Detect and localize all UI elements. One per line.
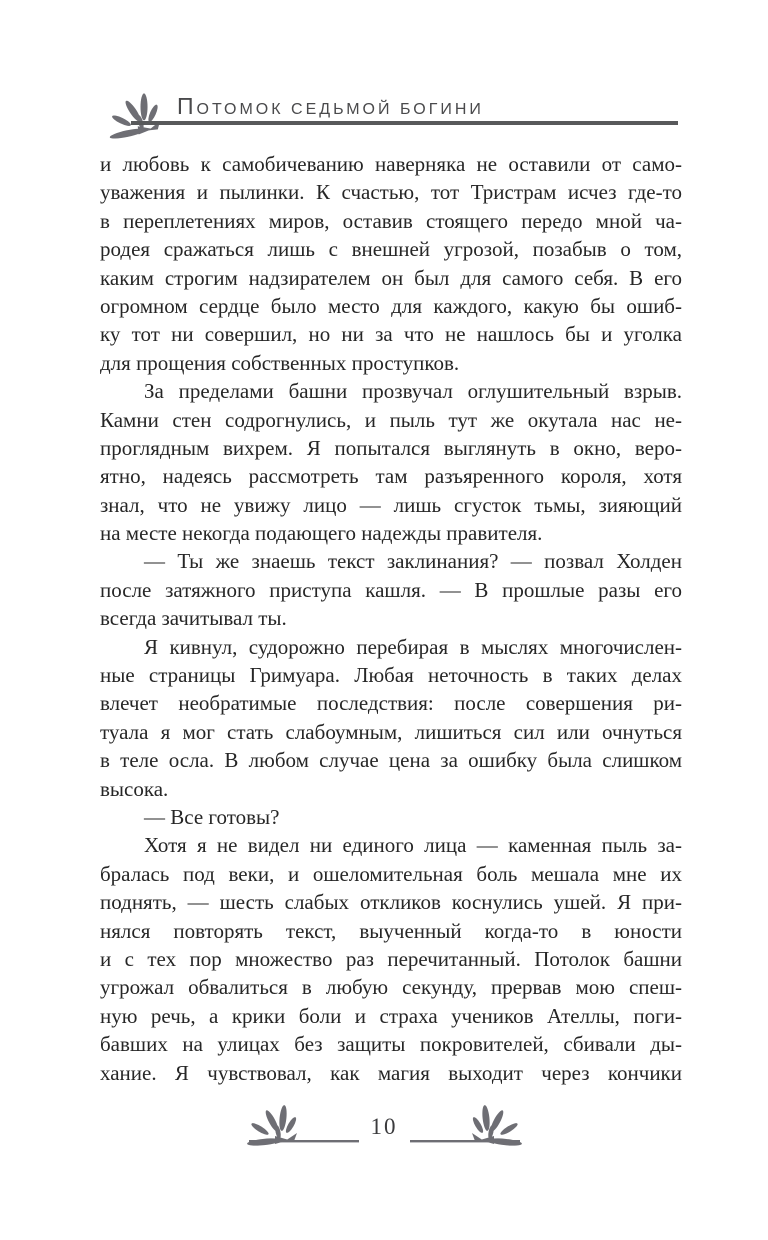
text-line: ную речь, а крики боли и страха учеников Ателлы, поги- (100, 1003, 682, 1028)
text-line: ные страницы Гримуара. Любая неточность в таких делах (100, 663, 682, 688)
text-line: родея сражаться лишь с внешней угрозой, позабыв о том, (100, 237, 682, 262)
text-line: и любовь к самобичеванию наверняка не оставили от само- (100, 152, 682, 176)
text-line: хание. Я чувствовал, как магия выходит через кончики (100, 1060, 682, 1085)
text-line: Я кивнул, судорожно перебирая в мыслях многочислен- (144, 634, 682, 659)
text-line: туала я мог стать слабоумным, лишиться сил или очнуться (100, 719, 682, 744)
text-line: ку тот ни совершил, но ни за что не нашлось бы и уголка (100, 322, 682, 347)
text-line: Камни стен содрогнулись, и пыль тут же окутала нас не- (100, 407, 682, 432)
text-line: За пределами башни прозвучал оглушительный взрыв. (144, 379, 682, 404)
text-line: проглядным вихрем. Я попытался выглянуть в окно, веро- (100, 435, 682, 460)
page-header (0, 0, 768, 150)
text-line: — Ты же знаешь текст заклинания? — позвал Холден (144, 549, 682, 574)
text-line: — Все готовы? (144, 804, 280, 829)
text-line: после затяжного приступа кашля. — В прошлые разы его (100, 577, 682, 602)
text-line: нялся повторять текст, выученный когда-то в юности (100, 918, 682, 943)
text-line: на месте некогда подающего надежды правителя. (100, 521, 543, 546)
text-line: влечет необратимые последствия: после совершения ри- (100, 691, 682, 716)
text-line: каким строгим надзирателем он был для самого себя. В его (100, 265, 682, 290)
text-line: всегда зачитывал ты. (100, 606, 287, 631)
text-line: бавших на улицах без защиты покровителей, сбивали ды- (100, 1032, 682, 1057)
text-line: знал, что не увижу лицо — лишь сгусток тьмы, зияющий (100, 492, 682, 517)
text-line: в теле осла. В любом случае цена за ошибку была слишком (100, 748, 682, 773)
text-line: и с тех пор множество раз перечитанный. Потолок башни (100, 946, 682, 971)
text-line: в переплетениях миров, оставив стоящего передо мной ча- (100, 208, 682, 233)
page-number: 10 (370, 1114, 398, 1139)
text-line: бралась под веки, и ошеломительная боль мешала мне их (100, 861, 682, 886)
text-line: ятно, надеясь рассмотреть там разъяренного короля, хотя (100, 464, 682, 489)
text-line: угрожал обвалиться в любую секунду, прервав мою спеш- (100, 975, 682, 1000)
text-line: поднять, — шесть слабых откликов коснулись ушей. Я при- (100, 890, 682, 915)
text-line: высока. (100, 776, 169, 801)
text-line: Хотя я не видел ни единого лица — каменная пыль за- (144, 833, 682, 858)
body-text (100, 150, 682, 1087)
text-line: огромном сердце было место для каждого, какую бы ошиб- (100, 293, 682, 318)
leaf-sprig-icon (102, 88, 168, 146)
leaf-sprig-icon-mirrored (408, 1102, 526, 1152)
page-footer (0, 1100, 768, 1154)
text-line: уважения и пылинки. К счастью, тот Тристрам исчез где-то (100, 180, 682, 205)
running-title: ПОТОМОК СЕДЬМОЙ БОГИНИ (177, 93, 484, 119)
leaf-sprig-icon (243, 1102, 361, 1152)
text-line: для прощения собственных проступков. (100, 350, 460, 375)
